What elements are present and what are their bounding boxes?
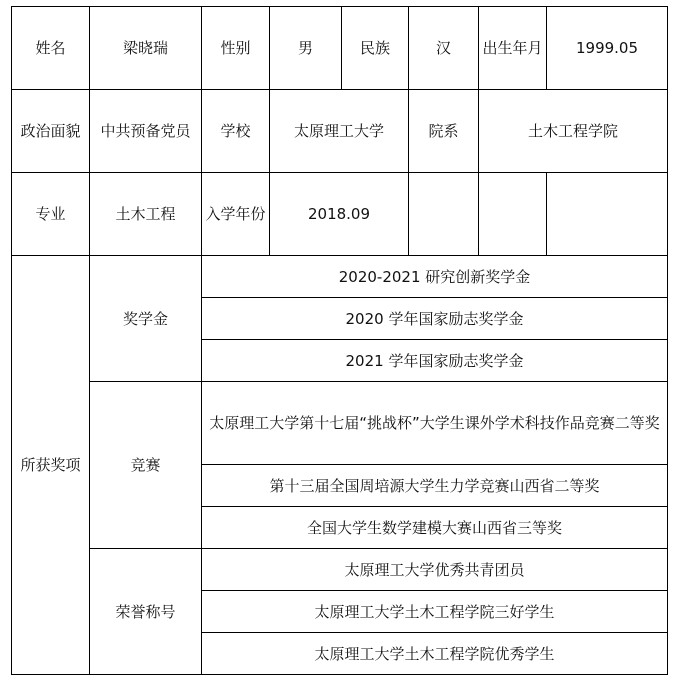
empty-cell bbox=[479, 173, 547, 256]
award-item: 2020-2021 研究创新奖学金 bbox=[202, 256, 668, 298]
name-value: 梁晓瑞 bbox=[90, 7, 202, 90]
row-name bbox=[12, 7, 668, 90]
award-item: 太原理工大学土木工程学院三好学生 bbox=[202, 591, 668, 633]
award-item: 2020 学年国家励志奖学金 bbox=[202, 298, 668, 340]
birth-label: 出生年月 bbox=[479, 7, 547, 90]
enroll-value: 2018.09 bbox=[270, 173, 409, 256]
award-row bbox=[12, 549, 668, 591]
department-label: 院系 bbox=[409, 90, 479, 173]
school-label: 学校 bbox=[202, 90, 270, 173]
awards-section-label: 所获奖项 bbox=[12, 256, 90, 675]
political-label: 政治面貌 bbox=[12, 90, 90, 173]
major-value: 土木工程 bbox=[90, 173, 202, 256]
award-item: 第十三届全国周培源大学生力学竞赛山西省二等奖 bbox=[202, 465, 668, 507]
name-label: 姓名 bbox=[12, 7, 90, 90]
school-value: 太原理工大学 bbox=[270, 90, 409, 173]
award-row bbox=[12, 382, 668, 465]
department-value: 土木工程学院 bbox=[479, 90, 668, 173]
award-item: 太原理工大学第十七届“挑战杯”大学生课外学术科技作品竞赛二等奖 bbox=[202, 382, 668, 465]
ethnicity-label: 民族 bbox=[342, 7, 409, 90]
political-value: 中共预备党员 bbox=[90, 90, 202, 173]
award-item: 2021 学年国家励志奖学金 bbox=[202, 340, 668, 382]
gender-value: 男 bbox=[270, 7, 342, 90]
award-item: 太原理工大学优秀共青团员 bbox=[202, 549, 668, 591]
major-label: 专业 bbox=[12, 173, 90, 256]
award-row bbox=[12, 256, 668, 298]
enroll-label: 入学年份 bbox=[202, 173, 270, 256]
ethnicity-value: 汉 bbox=[409, 7, 479, 90]
award-item: 全国大学生数学建模大赛山西省三等奖 bbox=[202, 507, 668, 549]
award-category-competition: 竞赛 bbox=[90, 382, 202, 549]
personal-info-table bbox=[11, 6, 668, 675]
birth-value: 1999.05 bbox=[547, 7, 668, 90]
row-political bbox=[12, 90, 668, 173]
empty-cell bbox=[547, 173, 668, 256]
award-item: 太原理工大学土木工程学院优秀学生 bbox=[202, 633, 668, 675]
award-category-scholarship: 奖学金 bbox=[90, 256, 202, 382]
empty-cell bbox=[409, 173, 479, 256]
award-category-honor: 荣誉称号 bbox=[90, 549, 202, 675]
gender-label: 性别 bbox=[202, 7, 270, 90]
row-major bbox=[12, 173, 668, 256]
